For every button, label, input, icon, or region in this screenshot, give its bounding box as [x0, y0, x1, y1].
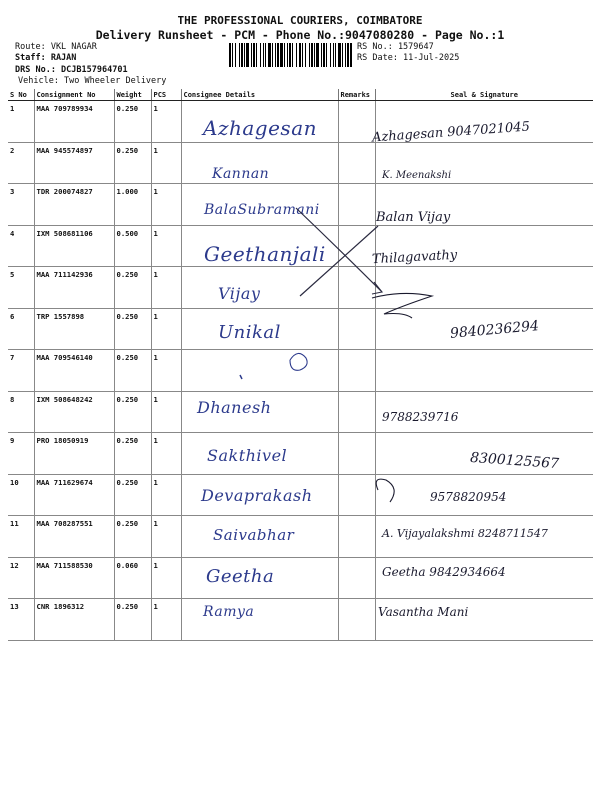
cell-remarks — [338, 308, 375, 350]
handwritten-signature: Balan Vijay — [376, 210, 451, 225]
cell-weight: 0.500 — [114, 225, 151, 267]
cell-weight: 0.250 — [114, 391, 151, 433]
cell-sno: 11 — [8, 516, 34, 558]
col-seal-signature: Seal & Signature — [375, 89, 593, 101]
cell-sno: 5 — [8, 267, 34, 309]
cell-remarks — [338, 184, 375, 226]
cell-seal-signature — [375, 267, 593, 309]
cell-sno: 1 — [8, 101, 34, 143]
handwritten-name: Ramya — [203, 604, 255, 620]
cell-sno: 4 — [8, 225, 34, 267]
cell-remarks — [338, 267, 375, 309]
cell-remarks — [338, 516, 375, 558]
handwritten-signature: A. Vijayalakshmi 8248711547 — [382, 527, 548, 540]
cell-pcs: 1 — [151, 225, 181, 267]
handwritten-signature: Vasantha Mani — [378, 605, 469, 619]
cell-sno: 6 — [8, 308, 34, 350]
handwritten-name: Sakthivel — [207, 446, 288, 465]
runsheet-subtitle: Delivery Runsheet - PCM - Phone No.:9047080280 - Page No.:1 — [95, 28, 505, 42]
handwritten-name: Devaprakash — [201, 486, 313, 505]
cell-pcs: 1 — [151, 433, 181, 475]
cell-pcs: 1 — [151, 184, 181, 226]
col-pcs: PCS — [151, 89, 181, 101]
cell-weight: 0.250 — [114, 516, 151, 558]
company-name: THE PROFESSIONAL COURIERS, COIMBATORE — [177, 14, 423, 27]
cell-seal-signature — [375, 350, 593, 392]
rs-number: RS No.: 1579647 — [357, 42, 434, 52]
cell-sno: 3 — [8, 184, 34, 226]
handwritten-signature: Azhagesan 9047021045 — [371, 119, 531, 146]
cell-sno: 12 — [8, 557, 34, 599]
cell-remarks — [338, 557, 375, 599]
cell-weight: 0.250 — [114, 101, 151, 143]
handwritten-signature: 9840236294 — [449, 318, 540, 342]
table-row — [8, 599, 593, 641]
cell-sno: 9 — [8, 433, 34, 475]
handwritten-signature: K. Meenakshi — [382, 170, 452, 181]
cell-weight: 0.250 — [114, 599, 151, 641]
handwritten-name: Dhanesh — [197, 398, 272, 417]
cell-weight: 0.250 — [114, 474, 151, 516]
cell-sno: 7 — [8, 350, 34, 392]
cell-weight: 0.250 — [114, 433, 151, 475]
handwritten-signature: Geetha 9842934664 — [382, 565, 506, 579]
cell-pcs: 1 — [151, 557, 181, 599]
col-weight: Weight — [114, 89, 151, 101]
rs-date: RS Date: 11-Jul-2025 — [357, 53, 460, 63]
cell-pcs: 1 — [151, 391, 181, 433]
cell-remarks — [338, 142, 375, 184]
cell-consignment-no: IXM 508681106 — [34, 225, 114, 267]
col-remarks: Remarks — [338, 89, 375, 101]
cell-consignee-details — [181, 350, 338, 392]
table-row — [8, 142, 593, 184]
table-row — [8, 350, 593, 392]
cell-consignment-no: CNR 1896312 — [34, 599, 114, 641]
handwritten-signature: Thilagavathy — [371, 247, 458, 268]
cell-consignment-no: MAA 711142936 — [34, 267, 114, 309]
cell-consignment-no: PRO 18050919 — [34, 433, 114, 475]
cell-remarks — [338, 599, 375, 641]
cell-consignment-no: IXM 508648242 — [34, 391, 114, 433]
cell-remarks — [338, 391, 375, 433]
cell-weight: 0.250 — [114, 267, 151, 309]
cell-pcs: 1 — [151, 474, 181, 516]
cell-weight: 0.250 — [114, 142, 151, 184]
handwritten-signature: 9578820954 — [430, 490, 507, 504]
cell-remarks — [338, 474, 375, 516]
cell-pcs: 1 — [151, 308, 181, 350]
vehicle-label: Vehicle: Two Wheeler Delivery — [18, 76, 167, 86]
handwritten-name: Azhagesan — [203, 116, 317, 140]
handwritten-name: Saivabhar — [213, 526, 295, 544]
cell-consignment-no: MAA 709546140 — [34, 350, 114, 392]
barcode-image — [229, 43, 352, 67]
handwritten-name: Geethanjali — [204, 242, 326, 266]
handwritten-signature: 9788239716 — [382, 410, 459, 424]
handwritten-signature: 8300125567 — [469, 449, 560, 473]
cell-pcs: 1 — [151, 101, 181, 143]
cell-weight: 0.060 — [114, 557, 151, 599]
cell-sno: 10 — [8, 474, 34, 516]
cell-pcs: 1 — [151, 350, 181, 392]
cell-consignment-no: TRP 1557898 — [34, 308, 114, 350]
table-row — [8, 391, 593, 433]
cell-remarks — [338, 101, 375, 143]
cell-consignment-no: MAA 945574897 — [34, 142, 114, 184]
table-row — [8, 267, 593, 309]
cell-remarks — [338, 225, 375, 267]
col-consignment: Consignment No — [34, 89, 114, 101]
handwritten-name: Vijay — [218, 284, 261, 303]
handwritten-name: Kannan — [212, 166, 270, 182]
cell-consignment-no: MAA 711588530 — [34, 557, 114, 599]
cell-consignment-no: MAA 708287551 — [34, 516, 114, 558]
runsheet-table — [8, 89, 593, 641]
cell-weight: 0.250 — [114, 308, 151, 350]
cell-pcs: 1 — [151, 142, 181, 184]
cell-pcs: 1 — [151, 267, 181, 309]
handwritten-name: Geetha — [206, 566, 275, 587]
cell-consignment-no: TDR 200074827 — [34, 184, 114, 226]
table-header-row — [8, 89, 593, 101]
cell-consignment-no: MAA 709789934 — [34, 101, 114, 143]
staff-label: Staff: RAJAN — [15, 53, 77, 63]
cell-consignment-no: MAA 711629674 — [34, 474, 114, 516]
cell-weight: 0.250 — [114, 350, 151, 392]
cell-pcs: 1 — [151, 516, 181, 558]
col-consignee: Consignee Details — [181, 89, 338, 101]
handwritten-name: Unikal — [218, 322, 281, 343]
handwritten-name: BalaSubramani — [204, 202, 320, 218]
cell-remarks — [338, 433, 375, 475]
cell-sno: 8 — [8, 391, 34, 433]
cell-weight: 1.000 — [114, 184, 151, 226]
col-sno: S No — [8, 89, 34, 101]
route-label: Route: VKL NAGAR — [15, 42, 97, 52]
cell-sno: 13 — [8, 599, 34, 641]
cell-remarks — [338, 350, 375, 392]
cell-sno: 2 — [8, 142, 34, 184]
cell-pcs: 1 — [151, 599, 181, 641]
drs-number: DRS No.: DCJB157964701 — [15, 65, 128, 75]
